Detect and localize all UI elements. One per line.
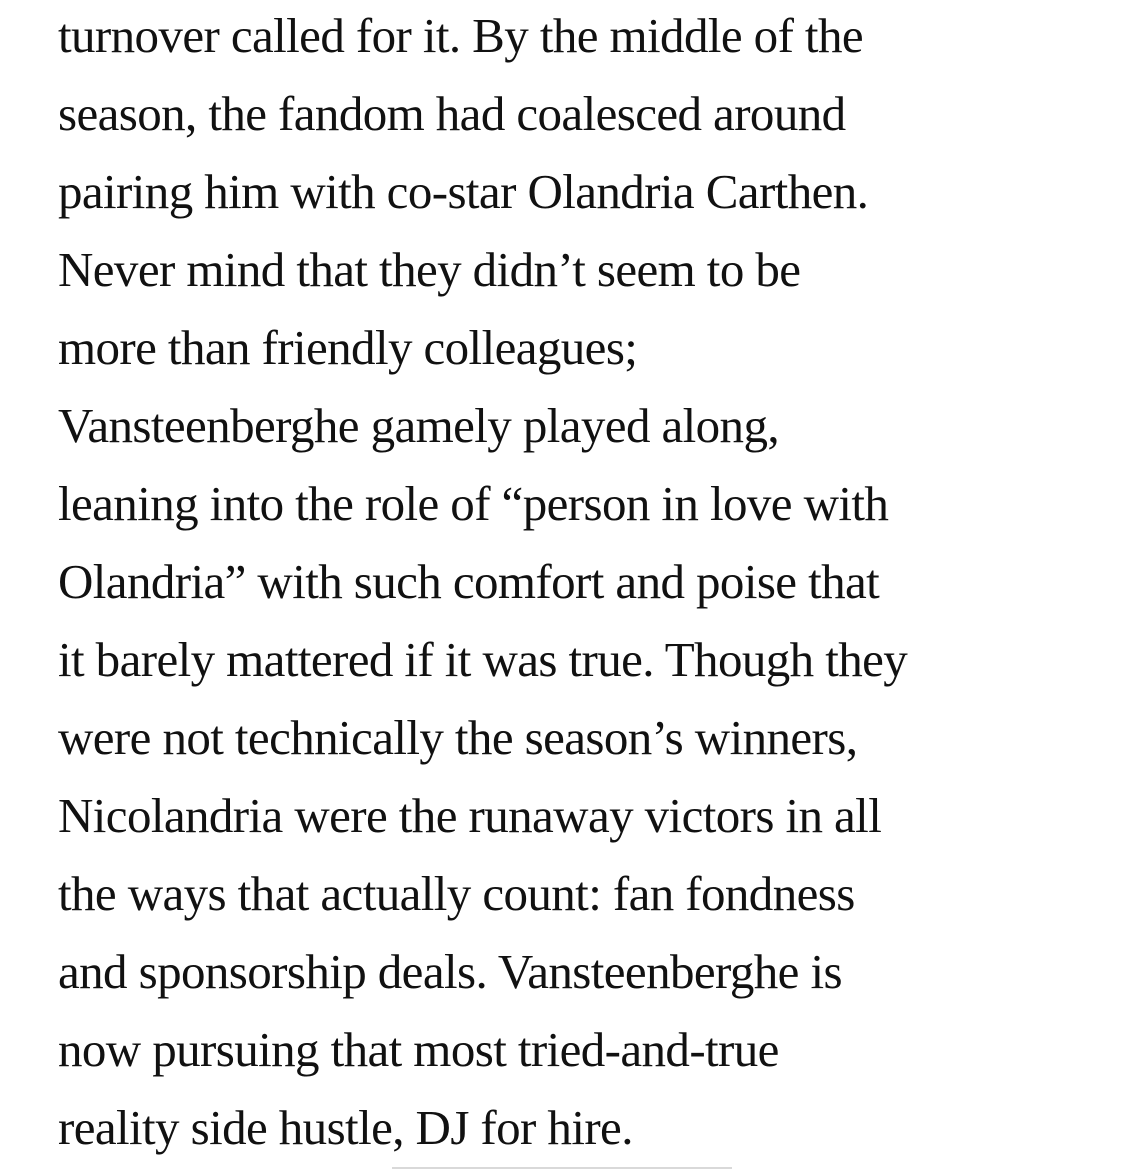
article-line: it barely mattered if it was true. Though they (58, 632, 908, 687)
article-line: season, the fandom had coalesced around (58, 86, 846, 141)
article-body (58, 0, 1118, 1167)
article-line: pairing him with co-star Olandria Carthen. (58, 164, 869, 219)
article-line: Vansteenberghe gamely played along, (58, 398, 780, 453)
article-line: Never mind that they didn’t seem to be (58, 242, 801, 297)
article-line: Nicolandria were the runaway victors in all (58, 788, 882, 843)
article-line: turnover called for it. By the middle of the (58, 8, 863, 63)
article-line: were not technically the season’s winners, (58, 710, 858, 765)
article-line: and sponsorship deals. Vansteenberghe is (58, 944, 842, 999)
article-line: the ways that actually count: fan fondness (58, 866, 855, 921)
bottom-divider (392, 1167, 732, 1169)
article-line: Olandria” with such comfort and poise that (58, 554, 880, 609)
article-line: reality side hustle, DJ for hire. (58, 1100, 633, 1155)
article-line: more than friendly colleagues; (58, 320, 638, 375)
article-line: now pursuing that most tried-and-true (58, 1022, 779, 1077)
article-line: leaning into the role of “person in love with (58, 476, 889, 531)
